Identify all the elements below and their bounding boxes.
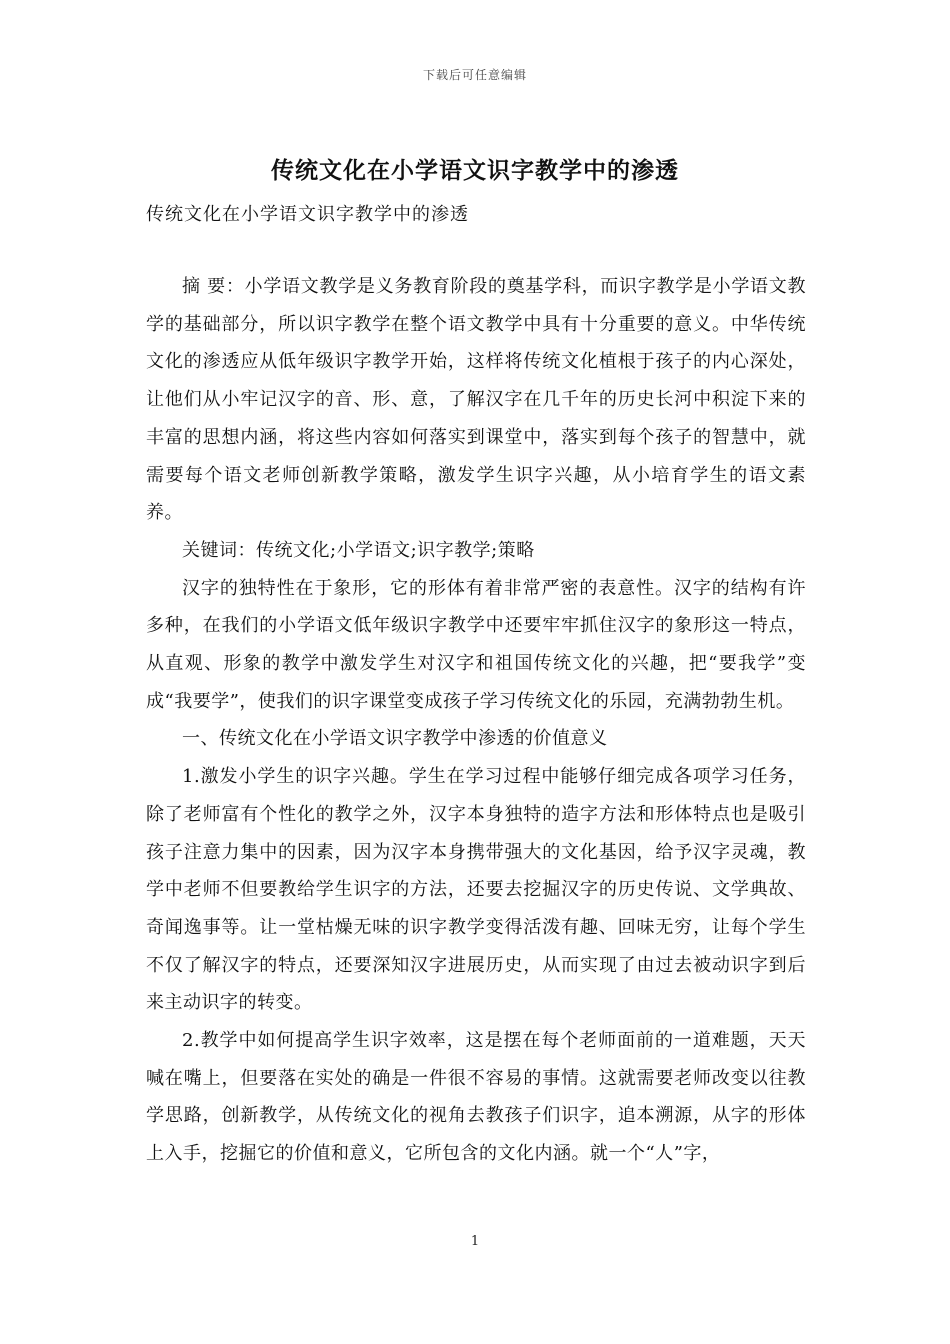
page-number: 1 bbox=[470, 1234, 480, 1249]
document-body bbox=[146, 268, 806, 1173]
section-heading: 一、传统文化在小学语文识字教学中渗透的价值意义 bbox=[182, 728, 608, 750]
intro-paragraph: 汉字的独特性在于象形，它的形体有着非常严密的表意性。汉字的结构有许多种，在我们的小学语文低年级识字教学中还要牢牢抓住汉字的象形这一特点，从直观、形象的教学中激发学生对汉字和祖国传统文化的兴趣，把“要我学”变成“我要学”，使我们的识字课堂变成孩子学习传统文化的乐园，充满勃勃生机。 bbox=[146, 577, 806, 712]
page-header: 下载后可任意编辑 bbox=[422, 68, 527, 82]
body-paragraph: 1.激发小学生的识字兴趣。学生在学习过程中能够仔细完成各项学习任务，除了老师富有个性化的教学之外，汉字本身独特的造字方法和形体特点也是吸引孩子注意力集中的因素，因为汉字本身携带强大的文化基因，给予汉字灵魂，教学中老师不但要教给学生识字的方法，还要去挖掘汉字的历史传说、文学典故、奇闻逸事等。让一堂枯燥无味的识字教学变得活泼有趣、回味无穷，让每个学生不仅了解汉字的特点，还要深知汉字进展历史，从而实现了由过去被动识字到后来主动识字的转变。 bbox=[146, 766, 806, 1014]
keywords-paragraph: 关键词：传统文化;小学语文;识字教学;策略 bbox=[182, 539, 535, 561]
document-subtitle: 传统文化在小学语文识字教学中的渗透 bbox=[146, 204, 469, 225]
body-paragraph: 2.教学中如何提高学生识字效率，这是摆在每个老师面前的一道难题，天天喊在嘴上，但要落在实处的确是一件很不容易的事情。这就需要老师改变以往教学思路，创新教学，从传统文化的视角去教孩子们识字，追本溯源，从字的形体上入手，挖掘它的价值和意义，它所包含的文化内涵。就一个“人”字， bbox=[146, 1030, 806, 1165]
abstract-paragraph: 摘 要：小学语文教学是义务教育阶段的奠基学科，而识字教学是小学语文教学的基础部分，所以识字教学在整个语文教学中具有十分重要的意义。中华传统文化的渗透应从低年级识字教学开始，这样将传统文化植根于孩子的内心深处，让他们从小牢记汉字的音、形、意，了解汉字在几千年的历史长河中积淀下来的丰富的思想内涵，将这些内容如何落实到课堂中，落实到每个孩子的智慧中，就需要每个语文老师创新教学策略，激发学生识字兴趣，从小培育学生的语文素养。 bbox=[146, 276, 806, 524]
document-title: 传统文化在小学语文识字教学中的渗透 bbox=[271, 157, 679, 184]
